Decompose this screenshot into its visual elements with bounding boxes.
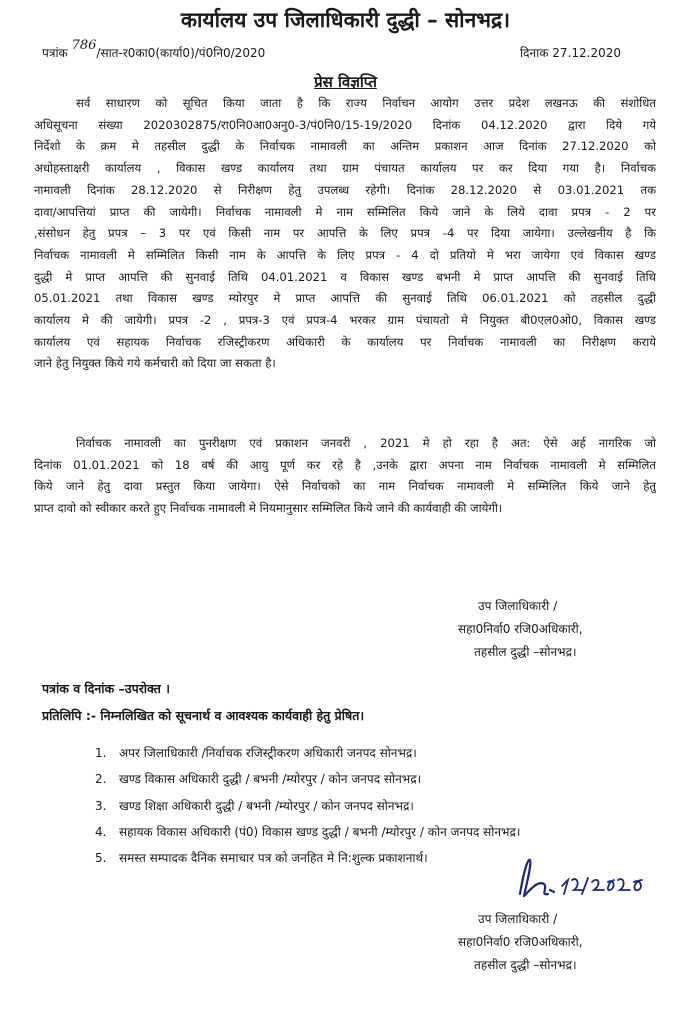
list-item-number: 4.: [95, 824, 107, 839]
list-item-text: खण्ड शिक्षा अधिकारी दुद्धी / बभनी /म्योरपुर / कोन जनपद सोनभद्र।: [119, 798, 414, 813]
press-release-heading: [0, 72, 691, 92]
list-item-text: खण्ड विकास अधिकारी दुद्धी / बभनी /म्योरपुर / कोन जनपद सोनभद्र।: [119, 772, 422, 787]
ref-suffix: /सात-र0का0(कार्या0)/पं0नि0/2020: [96, 46, 266, 60]
signatory-title: उप जिलाधिकारी /: [478, 599, 558, 613]
ref-prefix: पत्रांक: [42, 46, 68, 60]
signatory-title: उप जिलाधिकारी /: [478, 912, 558, 926]
paragraph-line: 05.01.2021 तथा विकास खण्ड म्योरपुर मे प्राप्त आपत्ति की सुनवाई तिथि 06.01.2021 को तहसील दुद्धी: [34, 291, 656, 306]
handwritten-signature: [514, 850, 654, 910]
paragraph-line: किये जाने हेतु दावा प्रस्तुत किया जायेगा। ऐसे निर्वाचको का नाम निर्वाचक नामावली मे सम्मिलित किये जाने हेतु: [34, 479, 656, 494]
copy-heading: प्रतिलिपि :- निम्नलिखित को सूचनार्थ व आवश्यक कार्यवाही हेतु प्रेषित।: [42, 708, 365, 723]
paragraph-line: कार्यालय एवं सहायक निर्वाचक रजिस्ट्रीकरण अधिकारी के कार्यालय पर निर्वाचक नामावली का निरीक्षण कराये: [34, 334, 656, 349]
paragraph-line: दिनांक 01.01.2021 को 18 वर्ष की आयु पूर्ण कर रहे है ,उनके द्वारा अपना नाम निर्वाचक नामावली मे सम्मिलित: [34, 457, 656, 472]
paragraph-line: अधिसूचना संख्या 2020302875/रा0नि0आ0अनु0-3/पं0नि0/15-19/2020 दिनांक 04.12.2020 द्वारा दिये गये: [34, 117, 656, 132]
date-value: 27.12.2020: [552, 46, 622, 60]
document-date: [520, 44, 621, 61]
list-item: [95, 766, 520, 792]
copy-ref-date: पत्रांक व दिनांक –उपरोक्त ।: [42, 681, 170, 696]
paragraph-line: प्राप्त दावो को स्वीकार करते हुए निर्वाचक नामावली मे नियमानुसार सम्मिलित किये जाने की कार्यवाही की जायेगी।: [34, 501, 503, 516]
list-item: [95, 793, 520, 819]
copy-recipient-list: [95, 740, 520, 871]
signatory-designation: सहा0निर्वा0 रजि0अधिकारी,: [458, 935, 583, 949]
press-release-heading-text: प्रेस विज्ञप्ति: [314, 73, 377, 91]
paragraph-line: नामावली दिनांक 28.12.2020 से निरीक्षण हेतु उपलब्ध रहेगी। दिनांक 28.12.2020 से 03.01.2021 तक: [34, 182, 656, 197]
paragraph-line: जाने हेतु नियुक्त किये गये कर्मचारी को दिया जा सकता है।: [34, 356, 276, 371]
paragraph-line: दावा/आपत्तियां प्राप्त की जायेगी। निर्वाचक नामावली मे नाम सम्मिलित किये जाने के लिये दावा प्रपत्र - 2 पर: [34, 204, 656, 219]
paragraph-line: दुद्धी मे प्राप्त आपत्ति की सुनवाई तिथि 04.01.2021 व विकास खण्ड बभनी मे प्राप्त आपत्ति की सुनवाई तिथि: [34, 269, 656, 284]
list-item-text: समस्त सम्पादक दैनिक समाचार पत्र को जनहित मे नि:शुल्क प्रकाशनार्थ।: [119, 851, 428, 866]
list-item: [95, 819, 520, 845]
paragraph-line: निर्वाचक नामावली मे सम्मिलित किसी नाम के आपत्ति के लिए प्रपत्र - 4 दो प्रतियो मे भरा जायेगा एवं विकास खण्ड: [34, 247, 656, 262]
ref-handwritten-number: 786: [71, 38, 97, 53]
paragraph-line: अधोहस्ताक्षरी कार्यालय , विकास खण्ड कार्यालय तथा ग्राम पंचायत कार्यालय पर कर दिया गया है। निर्वाचक: [34, 161, 656, 176]
office-title: कार्यालय उप जिलाधिकारी दुद्धी – सोनभद्र।: [180, 8, 511, 32]
paragraph-line: कार्यालय मे की जायेगी। प्रपत्र -2 , प्रपत्र-3 एवं प्रपत्र-4 भरकर ग्राम पंचायतो मे नियुक्त बी0एल0ओ0, विकास खण्ड: [34, 313, 656, 328]
signature-block-2: [458, 908, 583, 977]
signatory-designation: सहा0निर्वा0 रजि0अधिकारी,: [458, 622, 583, 636]
list-item-text: सहायक विकास अधिकारी (पं0) विकास खण्ड दुद्धी / बभनी /म्योरपुर / कोन जनपद सोनभद्र।: [119, 824, 521, 839]
signatory-office: तहसील दुद्धी –सोनभद्र।: [474, 645, 577, 659]
paragraph-line: ,संसोधन हेतु प्रपत्र – 3 पर एवं किसी नाम पर आपत्ति के लिए प्रपत्र -4 पर दिया जायेगा। उल्लेखनीय है कि: [34, 226, 656, 241]
paragraph-line: सर्व साधारण को सूचित किया जाता है कि राज्य निर्वाचन आयोग उत्तर प्रदेश लखनऊ की संशोधित: [76, 96, 656, 110]
list-item-number: 1.: [95, 746, 107, 760]
list-item: [95, 845, 520, 871]
paragraph-line: निर्वाचक नामावली का पुनरीक्षण एवं प्रकाशन जनवरी , 2021 मे हो रहा है अत: ऐसे अर्ह नागरिक जो: [76, 436, 656, 450]
paragraph-2: [34, 433, 656, 520]
paragraph-1: [34, 93, 656, 375]
list-item-number: 3.: [95, 798, 107, 813]
reference-number: [42, 38, 266, 61]
date-label: दिनाक: [520, 46, 549, 60]
list-item-number: 5.: [95, 851, 107, 866]
signatory-office: तहसील दुद्धी –सोनभद्र।: [474, 958, 577, 972]
list-item: [95, 740, 520, 766]
paragraph-line: निर्देशो के क्रम मे तहसील दुद्धी के निर्वाचक नामावली का अन्तिम प्रकाशन आज दिनांक 27.12.2020 को: [34, 139, 656, 154]
list-item-text: अपर जिलाधिकारी /निर्वाचक रजिस्ट्रीकरण अधिकारी जनपद सोनभद्र।: [119, 746, 417, 760]
list-item-number: 2.: [95, 772, 107, 787]
signature-block-1: [458, 595, 583, 664]
